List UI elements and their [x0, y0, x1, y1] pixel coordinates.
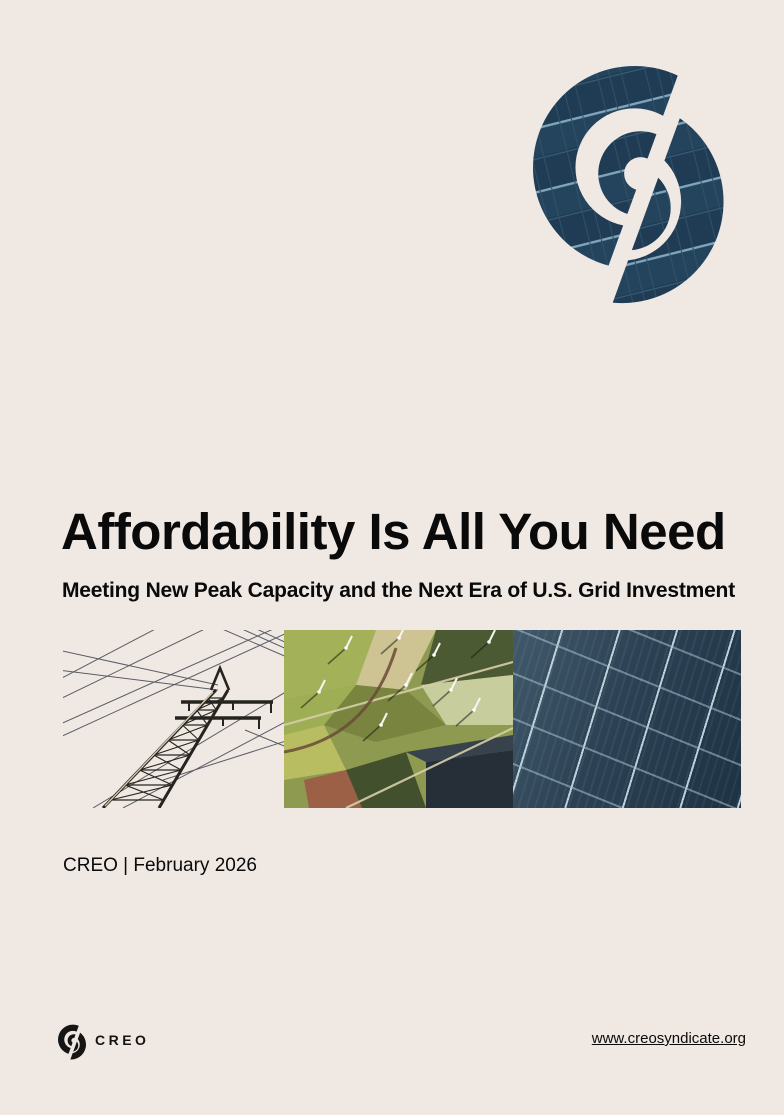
creo-emblem-icon — [533, 62, 737, 306]
solar-panels-photo — [513, 630, 741, 808]
byline: CREO | February 2026 — [63, 855, 257, 876]
footer-wordmark: CREO — [95, 1032, 150, 1048]
creo-logo-icon — [58, 1024, 88, 1060]
transmission-tower-photo — [63, 630, 284, 808]
wind-farm-aerial-photo — [284, 630, 513, 808]
page-title: Affordability Is All You Need — [61, 503, 726, 560]
page-subtitle: Meeting New Peak Capacity and the Next Era of U.S. Grid Investment — [62, 579, 735, 602]
footer-url-link[interactable]: www.creosyndicate.org — [591, 1030, 746, 1047]
photo-strip — [63, 630, 741, 808]
